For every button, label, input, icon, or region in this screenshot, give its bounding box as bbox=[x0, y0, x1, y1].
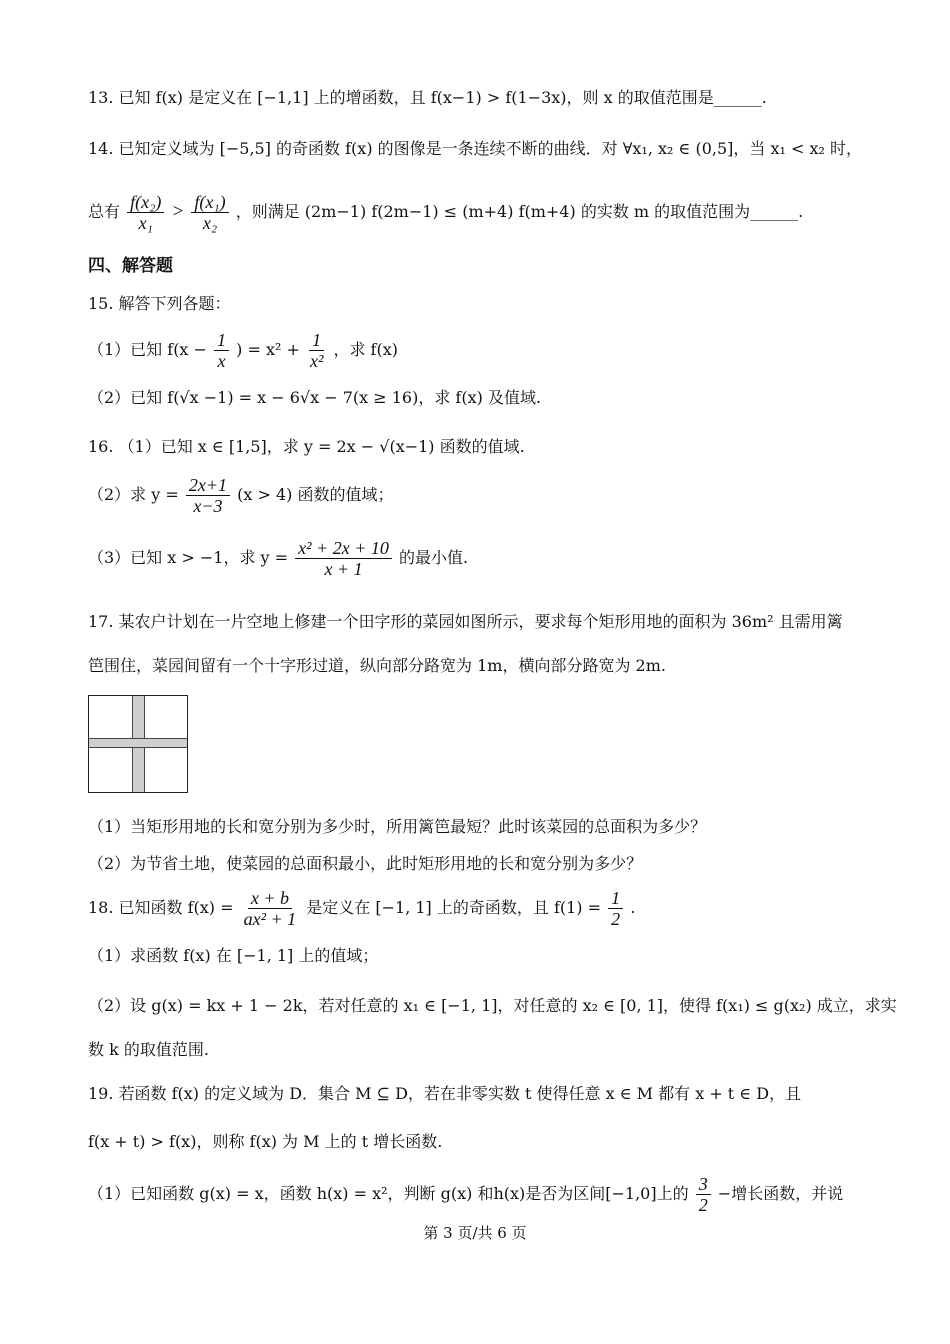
question-14-line2 bbox=[88, 190, 890, 234]
question-19-line2: f(x + t) > f(x)，则称 f(x) 为 M 上的 t 增长函数. bbox=[88, 1132, 443, 1151]
q19-1-prefix: （1）已知函数 g(x) = x，函数 h(x) = x²，判断 g(x) 和h(x)是否为区间[−1,0]上的 bbox=[88, 1184, 689, 1203]
q16-2-fraction bbox=[186, 475, 230, 516]
q18-frac1-den: ax² + 1 bbox=[243, 909, 297, 929]
garden-figure bbox=[88, 695, 188, 793]
q16-3-suffix: 的最小值. bbox=[398, 548, 469, 567]
question-16-part3 bbox=[88, 536, 890, 580]
q16-2-suffix: (x > 4) 函数的值域； bbox=[237, 485, 394, 504]
q18-frac2-den: 2 bbox=[611, 909, 621, 929]
question-13: 13. 已知 f(x) 是定义在 [−1,1] 上的增函数，且 f(x−1) > f(1−3x)，则 x 的取值范围是______. bbox=[88, 88, 767, 107]
q14-frac2-numerator: f(x₁) bbox=[191, 192, 228, 213]
q18-prefix: 18. 已知函数 f(x) = bbox=[88, 898, 234, 917]
question-15: 15. 解答下列各题： bbox=[88, 294, 231, 313]
question-19-part1 bbox=[88, 1172, 890, 1216]
q16-3-prefix: （3）已知 x > −1，求 y = bbox=[88, 548, 289, 567]
q14-greater-than: > bbox=[171, 201, 185, 222]
question-18-part2-line1: （2）设 g(x) = kx + 1 − 2k，若对任意的 x₁ ∈ [−1, 1]，对任意的 x₂ ∈ [0, 1]，使得 f(x₁) ≤ g(x₂) 成立，求实 bbox=[88, 996, 897, 1015]
q16-2-frac-num: 2x+1 bbox=[186, 475, 230, 496]
q18-suffix: . bbox=[630, 898, 636, 917]
q19-1-frac-num: 3 bbox=[696, 1174, 711, 1195]
q15-1-fraction-2 bbox=[307, 330, 326, 371]
q15-1-frac2-den: x² bbox=[309, 351, 324, 371]
q14-prefix: 总有 bbox=[88, 202, 121, 221]
q18-middle: 是定义在 [−1, 1] 上的奇函数，且 f(1) = bbox=[306, 898, 602, 917]
q19-1-frac-den: 2 bbox=[698, 1195, 708, 1215]
question-16-part2 bbox=[88, 473, 890, 517]
question-15-part2: （2）已知 f(√x −1) = x − 6√x − 7(x ≥ 16)，求 f(x) 及值域. bbox=[88, 388, 542, 407]
question-16-part1: 16. （1）已知 x ∈ [1,5]，求 y = 2x − √(x−1) 函数的值域. bbox=[88, 437, 525, 456]
q18-fraction-1 bbox=[241, 888, 300, 929]
q18-frac1-num: x + b bbox=[248, 888, 292, 909]
q15-1-fraction-1 bbox=[214, 330, 229, 371]
q15-1-suffix: ，求 f(x) bbox=[333, 340, 398, 359]
q16-2-prefix: （2）求 y = bbox=[88, 485, 179, 504]
section-heading: 四、解答题 bbox=[88, 256, 173, 276]
q14-suffix: ，则满足 (2m−1) f(2m−1) ≤ (m+4) f(m+4) 的实数 m 的取值范围为______. bbox=[235, 202, 804, 221]
horizontal-path bbox=[89, 738, 187, 748]
q16-3-fraction bbox=[295, 538, 392, 579]
question-18 bbox=[88, 886, 890, 930]
q15-1-frac2-num: 1 bbox=[309, 330, 324, 351]
question-18-part2-line2: 数 k 的取值范围. bbox=[88, 1040, 209, 1059]
question-19-line1: 19. 若函数 f(x) 的定义域为 D．集合 M ⊆ D，若在非零实数 t 使得任意 x ∈ M 都有 x + t ∈ D，且 bbox=[88, 1084, 802, 1103]
q15-1-frac1-num: 1 bbox=[214, 330, 229, 351]
q19-1-fraction bbox=[696, 1174, 711, 1215]
question-17-part1: （1）当矩形用地的长和宽分别为多少时，所用篱笆最短？此时该菜园的总面积为多少？ bbox=[88, 817, 707, 836]
page-footer: 第 3 页/共 6 页 bbox=[423, 1224, 527, 1242]
q16-2-frac-den: x−3 bbox=[193, 496, 223, 516]
question-15-part1 bbox=[88, 330, 890, 371]
q14-frac2-denominator: x₂ bbox=[202, 213, 218, 233]
q18-frac2-num: 1 bbox=[608, 888, 623, 909]
q14-frac1-numerator: f(x₂) bbox=[127, 192, 164, 213]
q14-fraction-2 bbox=[191, 192, 228, 233]
q15-1-middle: ) = x² + bbox=[236, 340, 300, 359]
q14-frac1-denominator: x₁ bbox=[138, 213, 153, 233]
question-14-line1: 14. 已知定义域为 [−5,5] 的奇函数 f(x) 的图像是一条连续不断的曲线．对 ∀x₁, x₂ ∈ (0,5]，当 x₁ < x₂ 时， bbox=[88, 139, 863, 158]
q14-fraction-1 bbox=[127, 192, 164, 233]
q15-1-prefix: （1）已知 f(x − bbox=[88, 340, 207, 359]
question-18-part1: （1）求函数 f(x) 在 [−1, 1] 上的值域； bbox=[88, 946, 379, 965]
q16-3-frac-den: x + 1 bbox=[324, 559, 363, 579]
q15-1-frac1-den: x bbox=[217, 351, 226, 371]
question-17-line2: 笆围住，菜园间留有一个十字形过道，纵向部分路宽为 1m，横向部分路宽为 2m. bbox=[88, 656, 666, 675]
q16-3-frac-num: x² + 2x + 10 bbox=[295, 538, 392, 559]
q18-fraction-2 bbox=[608, 888, 623, 929]
q19-1-suffix: −增长函数，并说 bbox=[717, 1184, 844, 1203]
question-17-line1: 17. 某农户计划在一片空地上修建一个田字形的菜园如图所示，要求每个矩形用地的面积为 36m² 且需用篱 bbox=[88, 612, 843, 631]
question-17-part2: （2）为节省土地，使菜园的总面积最小，此时矩形用地的长和宽分别为多少？ bbox=[88, 854, 643, 873]
